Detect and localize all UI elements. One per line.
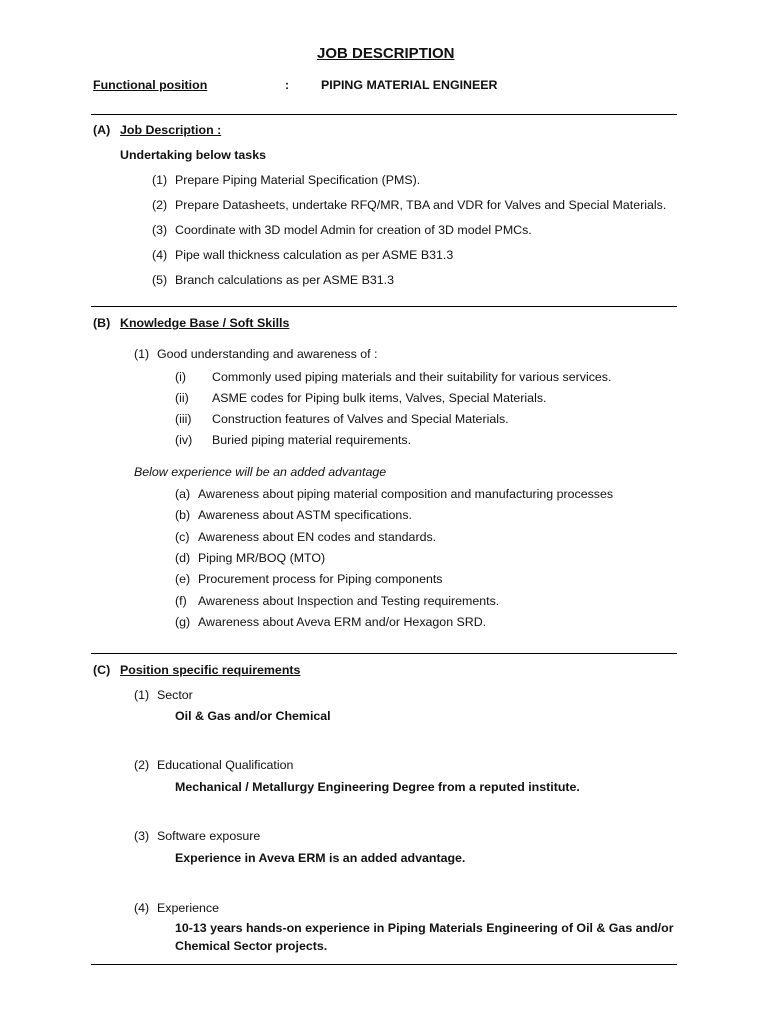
section-b-marker: (B) [93, 316, 111, 330]
requirement-value: 10-13 years hands-on experience in Piping Materials Engineering of Oil & Gas and/or Chemical Sector projects. [175, 921, 674, 953]
advantage-item-number: (b) [175, 508, 191, 522]
requirement-label: Software exposure [157, 829, 261, 843]
list-item-number: (3) [152, 223, 168, 237]
divider [91, 114, 677, 115]
advantage-note: Below experience will be an added advantage [134, 465, 387, 479]
requirement-number: (1) [134, 688, 150, 702]
page-title: JOB DESCRIPTION [317, 45, 455, 62]
subitem-number: (iv) [175, 433, 193, 447]
advantage-item: Awareness about Inspection and Testing requirements. [198, 594, 500, 608]
requirement-number: (3) [134, 829, 150, 843]
advantage-item-number: (g) [175, 615, 191, 629]
requirement-number: (4) [134, 901, 150, 915]
list-item: Pipe wall thickness calculation as per ASME B31.3 [175, 248, 454, 262]
advantage-item-number: (c) [175, 530, 190, 544]
requirement-label: Sector [157, 688, 193, 702]
functional-position-value: PIPING MATERIAL ENGINEER [321, 78, 498, 92]
section-a-heading: Job Description : [120, 123, 222, 137]
requirement-value: Oil & Gas and/or Chemical [175, 709, 331, 723]
list-item-number: (1) [134, 347, 150, 361]
list-item-number: (1) [152, 173, 168, 187]
advantage-item: Awareness about Aveva ERM and/or Hexagon SRD. [198, 615, 487, 629]
section-a-intro: Undertaking below tasks [120, 148, 266, 162]
advantage-item-number: (f) [175, 594, 187, 608]
requirement-label: Experience [157, 901, 219, 915]
list-item-number: (4) [152, 248, 168, 262]
list-item: Good understanding and awareness of : [157, 347, 378, 361]
requirement-value: Experience in Aveva ERM is an added advantage. [175, 851, 466, 865]
advantage-item: Awareness about piping material composition and manufacturing processes [198, 487, 614, 501]
section-a-marker: (A) [93, 123, 111, 137]
list-item: Prepare Piping Material Specification (PMS). [175, 173, 421, 187]
advantage-item-number: (d) [175, 551, 191, 565]
requirement-number: (2) [134, 758, 150, 772]
subitem-number: (i) [175, 370, 187, 384]
advantage-item: Awareness about ASTM specifications. [198, 508, 412, 522]
advantage-item: Procurement process for Piping components [198, 572, 443, 586]
list-item: Branch calculations as per ASME B31.3 [175, 273, 395, 287]
divider [91, 306, 677, 307]
section-c-marker: (C) [93, 663, 111, 677]
subitem: Buried piping material requirements. [212, 433, 412, 447]
list-item-number: (5) [152, 273, 168, 287]
subitem-number: (iii) [175, 412, 192, 426]
divider [91, 964, 677, 965]
section-c-heading: Position specific requirements [120, 663, 301, 677]
advantage-item: Awareness about EN codes and standards. [198, 530, 437, 544]
advantage-item-number: (e) [175, 572, 191, 586]
subitem: Commonly used piping materials and their suitability for various services. [212, 370, 612, 384]
subitem-number: (ii) [175, 391, 189, 405]
functional-position-label: Functional position [93, 78, 208, 92]
requirement-label: Educational Qualification [157, 758, 294, 772]
list-item: Coordinate with 3D model Admin for creation of 3D model PMCs. [175, 223, 532, 237]
list-item: Prepare Datasheets, undertake RFQ/MR, TBA and VDR for Valves and Special Materials. [175, 198, 667, 212]
advantage-item-number: (a) [175, 487, 191, 501]
functional-position-separator: : [285, 78, 290, 92]
list-item-number: (2) [152, 198, 168, 212]
divider [91, 653, 677, 654]
subitem: Construction features of Valves and Special Materials. [212, 412, 509, 426]
requirement-value: Mechanical / Metallurgy Engineering Degree from a reputed institute. [175, 780, 580, 794]
section-b-heading: Knowledge Base / Soft Skills [120, 316, 290, 330]
subitem: ASME codes for Piping bulk items, Valves, Special Materials. [212, 391, 547, 405]
advantage-item: Piping MR/BOQ (MTO) [198, 551, 326, 565]
